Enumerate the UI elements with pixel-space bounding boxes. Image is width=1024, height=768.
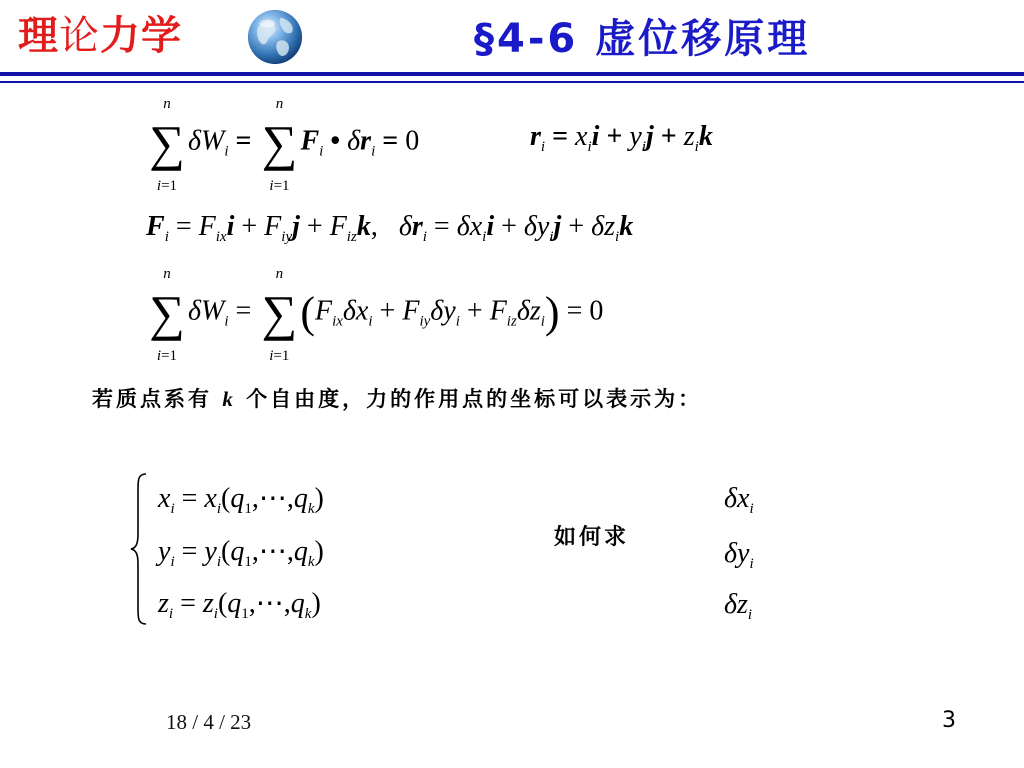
how-to-find-label: 如何求 [554, 525, 630, 550]
logo-char-lun: 论 [59, 13, 100, 59]
section-title: §4-6 虚位移原理 [474, 16, 811, 62]
slide-date: 18 / 4 / 23 [166, 710, 252, 734]
logo-char-lixue: 力学 [100, 13, 182, 59]
degrees-of-freedom-sentence: 若质点系有 k 个自由度，力的作用点的坐标可以表示为： [92, 387, 703, 411]
delta-z-term: $\delta z_i$ [724, 589, 753, 623]
summation-sign: n ∑ i=1 [149, 266, 185, 364]
summation-sign: n ∑ i=1 [149, 96, 185, 194]
course-logo [18, 12, 182, 60]
slide-page-number: 3 [942, 708, 956, 733]
header-rule-thin [0, 81, 1024, 83]
summation-sign: n ∑ i=1 [261, 96, 298, 194]
header-rule-thick [0, 72, 1024, 76]
left-brace [128, 470, 150, 628]
equation-virtual-work-components: n ∑ i=1 $\delta W_i$ = n ∑ i=1 $(F_{ix}\delta x_i + F_{iy}\delta y_i + F_{iz}\delta z_i) = 0$ [146, 288, 603, 338]
variable-k: k [222, 387, 236, 411]
delta-x-term: $\delta x_i$ [724, 483, 754, 517]
logo-char-li: 理 [18, 13, 59, 59]
coordinate-z-equation: $z_i$ = $z_i(q_1,\cdots,q_k)$ [158, 588, 321, 622]
coordinate-y-equation: $y_i$ = $y_i(q_1,\cdots,q_k)$ [158, 536, 324, 570]
coordinate-x-equation: $x_i$ = $x_i(q_1,\cdots,q_k)$ [158, 483, 324, 517]
equation-position-vector: $r_i = x_ii + y_ij + z_ik$ [530, 121, 713, 155]
equation-virtual-work-sum: n ∑ i=1 $\delta W_i$ = n ∑ i=1 $F_i$ • $\delta r_i = 0$ [146, 118, 419, 168]
globe-icon [246, 8, 304, 66]
equation-force-and-displacement: $F_i = F_{ix}i + F_{iy}j + F_{iz}k$, $\delta r_i = \delta x_ii + \delta y_ij + \delta z_ik$ [146, 211, 634, 245]
summation-sign: n ∑ i=1 [261, 266, 298, 364]
delta-y-term: $\delta y_i$ [724, 538, 754, 572]
